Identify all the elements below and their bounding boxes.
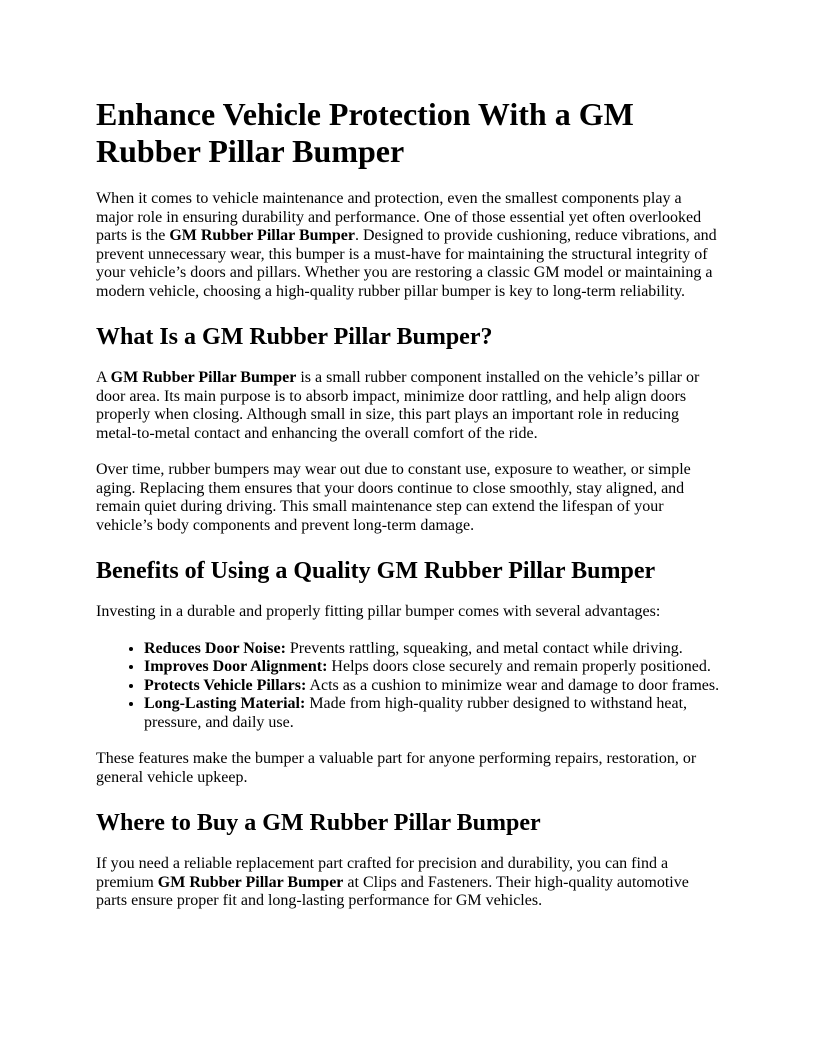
intro-paragraph xyxy=(96,190,720,301)
section-heading-where-to-buy: Where to Buy a GM Rubber Pillar Bumper xyxy=(96,810,541,836)
section-heading-benefits: Benefits of Using a Quality GM Rubber Pillar Bumper xyxy=(96,558,656,584)
document-page xyxy=(96,96,720,929)
what-is-bold-term: GM Rubber Pillar Bumper xyxy=(110,369,297,386)
where-to-buy-text-before: If you need a reliable replacement part crafted for precision and durability, you can find a premium xyxy=(96,855,669,891)
intro-text-before: When it comes to vehicle maintenance and protection, even the smallest components play a major role in ensuring durability and performance. One of those essential yet often overlooked parts is the xyxy=(96,190,702,244)
benefit-label: Long-Lasting Material: xyxy=(144,695,306,712)
what-is-paragraph-2: Over time, rubber bumpers may wear out due to constant use, exposure to weather, or simple aging. Replacing them ensures that your doors continue to close smoothly, stay aligned, and remain quiet during driving. This small maintenance step can extend the lifespan of your vehicle’s body components and prevent long-term damage. xyxy=(96,461,691,534)
where-to-buy-paragraph xyxy=(96,855,720,911)
benefit-label: Reduces Door Noise: xyxy=(144,639,286,657)
list-item xyxy=(144,677,720,696)
list-item xyxy=(144,695,720,732)
list-item xyxy=(144,640,720,659)
benefits-list xyxy=(96,640,720,733)
intro-text-after: . Designed to provide cushioning, reduce vibrations, and prevent unnecessary wear, this bumper is a must-have for maintaining the structural integrity of your vehicle’s doors and pillars. Whether you are restoring a classic GM model or maintaining a modern vehicle, choosing a high-quality rubber pillar bumper is key to long-term reliability. xyxy=(96,227,717,300)
what-is-paragraph-1 xyxy=(96,369,720,443)
section-heading-what-is: What Is a GM Rubber Pillar Bumper? xyxy=(96,324,493,350)
what-is-text-before: A xyxy=(96,369,111,386)
benefits-outro: These features make the bumper a valuable part for anyone performing repairs, restoration, or general vehicle upkeep. xyxy=(96,750,697,786)
benefit-text: Helps doors close securely and remain properly positioned. xyxy=(327,658,711,675)
page-title: Enhance Vehicle Protection With a GM Rubber Pillar Bumper xyxy=(96,96,634,169)
benefit-text: Prevents rattling, squeaking, and metal contact while driving. xyxy=(285,639,683,657)
benefit-text: Made from high-quality rubber designed to withstand heat, pressure, and daily use. xyxy=(144,695,688,731)
intro-bold-term: GM Rubber Pillar Bumper xyxy=(169,227,355,244)
benefit-text: Acts as a cushion to minimize wear and damage to door frames. xyxy=(306,676,720,694)
what-is-text-after: is a small rubber component installed on the vehicle’s pillar or door area. Its main purpose is to absorb impact, minimize door rattling, and help align doors properly when closing. Although small in size, this part plays an important role in reducing metal-to-metal contact and enhancing the overall comfort of the ride. xyxy=(96,369,700,442)
benefits-intro: Investing in a durable and properly fitting pillar bumper comes with several advantages: xyxy=(96,603,661,620)
benefit-label: Protects Vehicle Pillars: xyxy=(144,676,307,694)
where-to-buy-text-after: at Clips and Fasteners. Their high-quality automotive parts ensure proper fit and long-lasting performance for GM vehicles. xyxy=(96,873,689,909)
list-item xyxy=(144,658,720,677)
benefit-label: Improves Door Alignment: xyxy=(144,658,328,675)
where-to-buy-bold-term: GM Rubber Pillar Bumper xyxy=(157,873,344,891)
